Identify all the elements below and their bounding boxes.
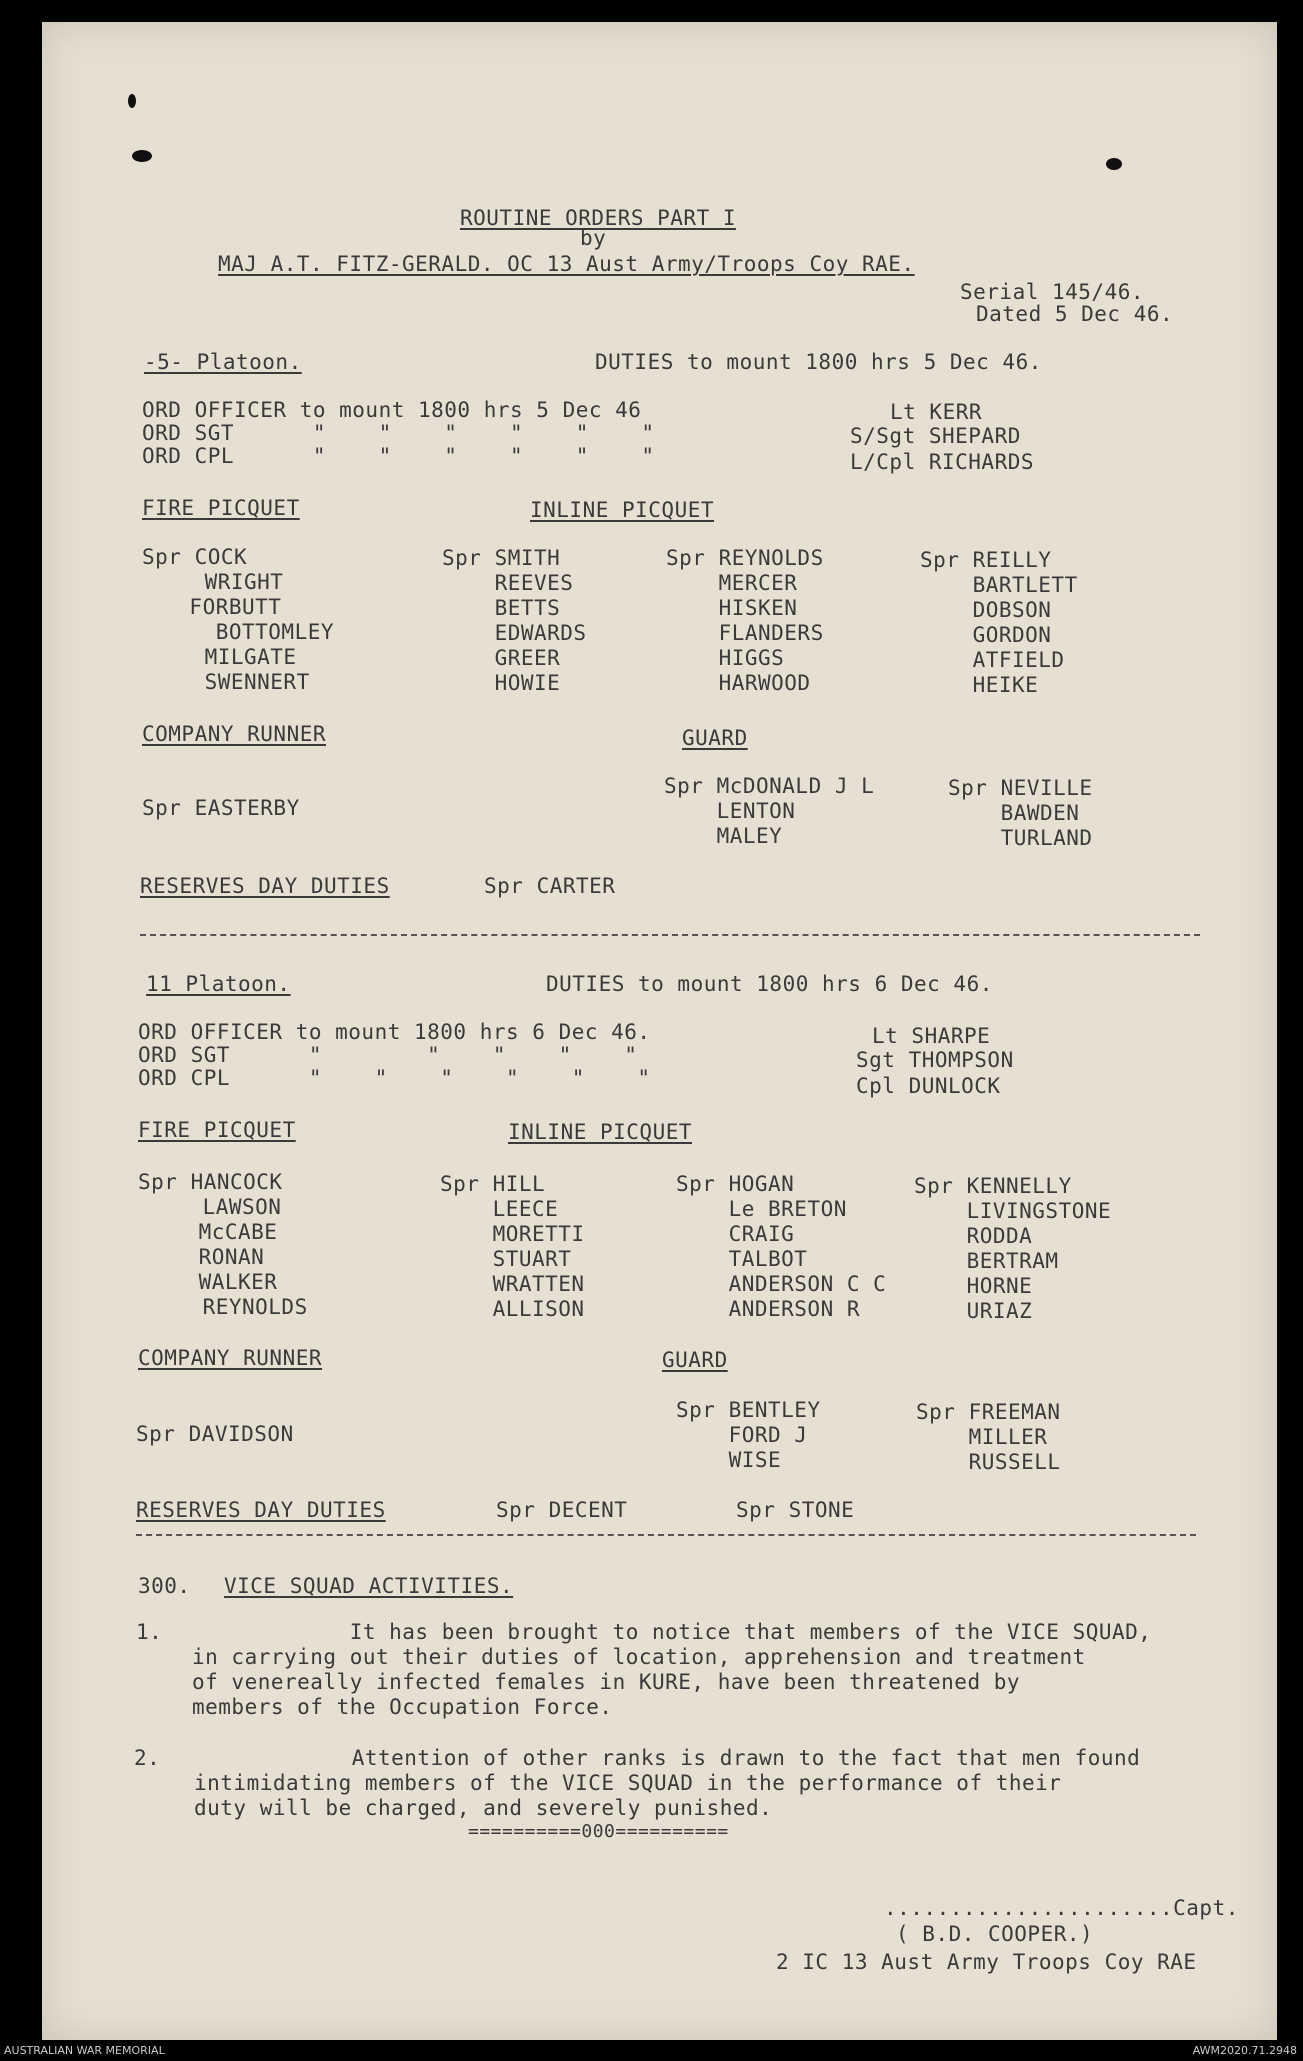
guard-entry: BAWDEN — [948, 801, 1080, 825]
paragraph-line: Attention of other ranks is drawn to the fact that men found — [194, 1746, 1141, 1770]
roster-entry: REEVES — [442, 571, 574, 595]
roster-entry: HISKEN — [666, 596, 798, 620]
ord-name: Lt KERR — [890, 400, 983, 424]
reserves-label: RESERVES DAY DUTIES — [136, 1498, 386, 1522]
document-title: ROUTINE ORDERS PART I — [460, 206, 737, 230]
inline-picquet-label: INLINE PICQUET — [508, 1120, 693, 1144]
punch-hole — [1106, 158, 1122, 170]
punch-hole — [128, 94, 136, 108]
company-runner: Spr EASTERBY — [142, 796, 300, 820]
roster-entry: BERTRAM — [914, 1249, 1059, 1273]
archive-reference: AWM2020.71.2948 — [1192, 2044, 1297, 2057]
roster-entry: FORBUTT — [150, 595, 282, 619]
paragraph-line: It has been brought to notice that members of the VICE SQUAD, — [192, 1620, 1152, 1644]
ord-line: ORD SGT " " " " " — [138, 1043, 638, 1067]
serial-number: Serial 145/46. — [960, 280, 1145, 304]
order-number: 300. — [138, 1574, 191, 1598]
ord-name: L/Cpl RICHARDS — [850, 450, 1035, 474]
roster-entry: Spr REILLY — [920, 548, 1052, 572]
ord-line: ORD OFFICER to mount 1800 hrs 5 Dec 46 — [142, 398, 642, 422]
roster-entry: Spr HANCOCK — [138, 1170, 283, 1194]
archive-name: AUSTRALIAN WAR MEMORIAL — [4, 2044, 165, 2057]
roster-entry: STUART — [440, 1247, 572, 1271]
roster-entry: RONAN — [146, 1245, 265, 1269]
roster-entry: REYNOLDS — [150, 1295, 308, 1319]
roster-entry: Spr REYNOLDS — [666, 546, 824, 570]
roster-entry: MERCER — [666, 571, 798, 595]
roster-entry: ATFIELD — [920, 648, 1065, 672]
paragraph-number: 1. — [136, 1620, 163, 1644]
duties-heading: DUTIES to mount 1800 hrs 6 Dec 46. — [546, 972, 993, 996]
paragraph-line: of venereally infected females in KURE, have been threatened by — [192, 1670, 1021, 1694]
paragraph-number: 2. — [134, 1746, 161, 1770]
guard-entry: MILLER — [916, 1425, 1048, 1449]
fire-picquet-label: FIRE PICQUET — [142, 496, 300, 520]
company-runner-label: COMPANY RUNNER — [142, 722, 327, 746]
roster-entry: WALKER — [146, 1270, 278, 1294]
ord-name: Sgt THOMPSON — [856, 1048, 1014, 1072]
roster-entry: HARWOOD — [666, 671, 811, 695]
end-mark: ==========000========== — [468, 1821, 729, 1842]
roster-entry: ANDERSON C C — [676, 1272, 887, 1296]
guard-entry: Spr McDONALD J L — [664, 774, 875, 798]
roster-entry: LIVINGSTONE — [914, 1199, 1112, 1223]
by-line: by — [580, 226, 607, 250]
ord-line: ORD CPL " " " " " " — [142, 444, 655, 468]
roster-entry: HIGGS — [666, 646, 785, 670]
roster-entry: HOWIE — [442, 671, 561, 695]
roster-entry: HORNE — [914, 1274, 1033, 1298]
inline-picquet-label: INLINE PICQUET — [530, 498, 715, 522]
roster-entry: LAWSON — [150, 1195, 282, 1219]
roster-entry: LEECE — [440, 1197, 559, 1221]
ord-name: Lt SHARPE — [872, 1024, 991, 1048]
reserves-label: RESERVES DAY DUTIES — [140, 874, 390, 898]
company-runner: Spr DAVIDSON — [136, 1422, 294, 1446]
roster-entry: BOTTOMLEY — [150, 620, 335, 644]
roster-entry: Spr SMITH — [442, 546, 561, 570]
signature-line: ......................Capt. — [884, 1896, 1239, 1920]
roster-entry: CRAIG — [676, 1222, 795, 1246]
paragraph-line: duty will be charged, and severely punished. — [194, 1796, 773, 1820]
platoon-heading: 11 Platoon. — [146, 972, 291, 996]
roster-entry: WRATTEN — [440, 1272, 585, 1296]
roster-entry: TALBOT — [676, 1247, 808, 1271]
roster-entry: DOBSON — [920, 598, 1052, 622]
guard-entry: TURLAND — [948, 826, 1093, 850]
roster-entry: Le BRETON — [676, 1197, 847, 1221]
roster-entry: ANDERSON R — [676, 1297, 861, 1321]
signatory-title: 2 IC 13 Aust Army Troops Coy RAE — [776, 1950, 1197, 1974]
punch-hole — [132, 150, 152, 162]
reserves-entry: Spr DECENT — [496, 1498, 628, 1522]
paragraph-line: in carrying out their duties of location, apprehension and treatment — [192, 1645, 1086, 1669]
roster-entry: WRIGHT — [152, 570, 284, 594]
roster-entry: MILGATE — [152, 645, 297, 669]
duties-heading: DUTIES to mount 1800 hrs 5 Dec 46. — [595, 350, 1042, 374]
roster-entry: FLANDERS — [666, 621, 824, 645]
guard-entry: LENTON — [664, 799, 796, 823]
guard-label: GUARD — [662, 1348, 728, 1372]
roster-entry: McCABE — [146, 1220, 278, 1244]
roster-entry: URIAZ — [914, 1299, 1033, 1323]
section-divider — [136, 1534, 1196, 1536]
platoon-heading: -5- Platoon. — [144, 350, 302, 374]
reserves-entry: Spr CARTER — [484, 874, 616, 898]
roster-entry: ALLISON — [440, 1297, 585, 1321]
guard-entry: FORD J — [676, 1423, 808, 1447]
roster-entry: BARTLETT — [920, 573, 1078, 597]
ord-line: ORD OFFICER to mount 1800 hrs 6 Dec 46. — [138, 1020, 651, 1044]
roster-entry: GORDON — [920, 623, 1052, 647]
ord-name: Cpl DUNLOCK — [856, 1074, 1001, 1098]
roster-entry: Spr HOGAN — [676, 1172, 795, 1196]
fire-picquet-label: FIRE PICQUET — [138, 1118, 296, 1142]
roster-entry: GREER — [442, 646, 561, 670]
roster-entry: Spr COCK — [142, 545, 248, 569]
section-divider — [140, 934, 1200, 936]
archive-footer — [0, 2041, 1303, 2061]
roster-entry: HEIKE — [920, 673, 1039, 697]
roster-entry: SWENNERT — [152, 670, 310, 694]
paragraph-line: members of the Occupation Force. — [192, 1695, 613, 1719]
issuing-officer: MAJ A.T. FITZ-GERALD. OC 13 Aust Army/Troops Coy RAE. — [218, 252, 915, 276]
guard-entry: Spr FREEMAN — [916, 1400, 1061, 1424]
guard-entry: Spr NEVILLE — [948, 776, 1093, 800]
paragraph-line: intimidating members of the VICE SQUAD in the performance of their — [194, 1771, 1062, 1795]
reserves-entry: Spr STONE — [736, 1498, 855, 1522]
roster-entry: MORETTI — [440, 1222, 585, 1246]
company-runner-label: COMPANY RUNNER — [138, 1346, 323, 1370]
ord-name: S/Sgt SHEPARD — [850, 424, 1021, 448]
roster-entry: RODDA — [914, 1224, 1033, 1248]
order-title: VICE SQUAD ACTIVITIES. — [224, 1574, 514, 1598]
date-line: Dated 5 Dec 46. — [976, 302, 1174, 326]
ord-line: ORD SGT " " " " " " — [142, 421, 655, 445]
guard-entry: WISE — [676, 1448, 782, 1472]
signatory-name: ( B.D. COOPER.) — [896, 1922, 1094, 1946]
guard-entry: Spr BENTLEY — [676, 1398, 821, 1422]
guard-entry: RUSSELL — [916, 1450, 1061, 1474]
roster-entry: Spr KENNELLY — [914, 1174, 1072, 1198]
guard-entry: MALEY — [664, 824, 783, 848]
roster-entry: EDWARDS — [442, 621, 587, 645]
roster-entry: BETTS — [442, 596, 561, 620]
roster-entry: Spr HILL — [440, 1172, 546, 1196]
ord-line: ORD CPL " " " " " " — [138, 1066, 651, 1090]
guard-label: GUARD — [682, 726, 748, 750]
